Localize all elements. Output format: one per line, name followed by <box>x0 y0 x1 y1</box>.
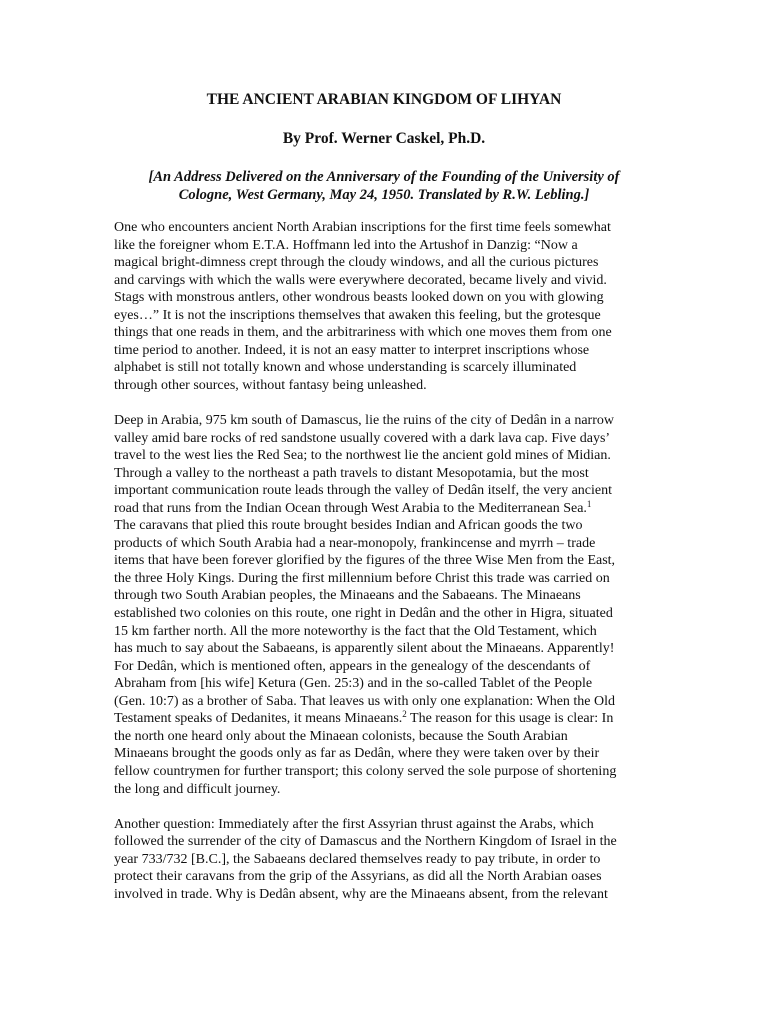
text-line: products of which South Arabia had a near-monopoly, frankincense and myrrh – trade <box>114 535 596 551</box>
text-line: the long and difficult journey. <box>114 781 281 797</box>
text-line: established two colonies on this route, one right in Dedân and the other in Higra, situated <box>114 606 613 622</box>
text-segment: Testament speaks of Dedanites, it means Minaeans. <box>114 711 403 727</box>
text-line: like the foreigner whom E.T.A. Hoffmann led into the Artushof in Danzig: “Now a <box>114 237 578 253</box>
text-line: items that have been forever glorified by the figures of the three Wise Men from the East, <box>114 553 616 569</box>
text-line: eyes…” It is not the inscriptions themselves that awaken this feeling, but the grotesque <box>114 307 601 323</box>
document-subtitle <box>130 168 638 204</box>
text-line: time period to another. Indeed, it is not an easy matter to interpret inscriptions whose <box>114 342 590 358</box>
text-line: things that one reads in them, and the arbitrariness with which one moves them from one <box>114 325 612 341</box>
text-line: One who encounters ancient North Arabian inscriptions for the first time feels somewhat <box>114 220 611 235</box>
document-title: THE ANCIENT ARABIAN KINGDOM OF LIHYAN <box>206 91 562 108</box>
text-line: year 733/732 [B.C.], the Sabaeans declared themselves ready to pay tribute, in order to <box>114 851 601 867</box>
text-segment: The reason for this usage is clear: In <box>406 711 614 727</box>
text-line: the three Holy Kings. During the first millennium before Christ this trade was carried on <box>114 570 610 586</box>
footnote-marker[interactable]: 2 <box>402 709 407 720</box>
text-line: fellow countrymen for further transport; this colony served the sole purpose of shortening <box>114 763 617 779</box>
paragraph <box>114 816 662 904</box>
text-line: Minaeans brought the goods only as far as Dedân, where they were taken over by their <box>114 746 600 762</box>
text-line: 15 km farther north. All the more noteworthy is the fact that the Old Testament, which <box>114 623 597 639</box>
text-line: followed the surrender of the city of Damascus and the Northern Kingdom of Israel in the <box>114 834 617 850</box>
text-line: magical bright-dimness crept through the cloudy windows, and all the curious pictures <box>114 255 599 271</box>
paragraph-spacer <box>114 798 662 816</box>
subtitle-line: Cologne, West Germany, May 24, 1950. Translated by R.W. Lebling.] <box>178 187 590 203</box>
text-line-with-footnote <box>114 500 662 518</box>
text-line-with-footnote <box>114 710 662 728</box>
text-line: valley amid bare rocks of red sandstone usually covered with a dark lava cap. Five days’ <box>114 430 611 446</box>
text-line: (Gen. 10:7) as a brother of Saba. That leaves us with only one explanation: When the Old <box>114 693 616 709</box>
paragraph-spacer <box>114 394 662 412</box>
text-line: Stags with monstrous antlers, other wondrous beasts looked down on you with glowing <box>114 290 604 306</box>
paragraph <box>114 412 662 798</box>
text-line: and carvings with which the walls were everywhere decorated, became lively and vivid. <box>114 272 607 288</box>
text-line: Abraham from [his wife] Ketura (Gen. 25:3) and in the so-called Tablet of the People <box>114 676 593 692</box>
text-line: involved in trade. Why is Dedân absent, why are the Minaeans absent, from the relevant <box>114 886 608 902</box>
text-line: The caravans that plied this route brought besides Indian and African goods the two <box>114 518 583 534</box>
text-line: travel to the west lies the Red Sea; to the northwest lie the ancient gold mines of Midian. <box>114 448 611 464</box>
text-line: through other sources, without fantasy being unleashed. <box>114 377 427 393</box>
text-line: important communication route leads through the valley of Dedân itself, the very ancient <box>114 483 613 499</box>
footnote-marker[interactable]: 1 <box>586 498 592 509</box>
text-line: the north one heard only about the Minaean colonists, because the South Arabian <box>114 728 568 744</box>
text-line: alphabet is still not totally known and whose understanding is scarcely illuminated <box>114 360 577 376</box>
text-line: Through a valley to the northeast a path travels to distant Mesopotamia, but the most <box>114 465 589 481</box>
text-line: For Dedân, which is mentioned often, appears in the genealogy of the descendants of <box>114 658 591 674</box>
text-line: protect their caravans from the grip of the Assyrians, as did all the North Arabian oases <box>114 869 602 885</box>
text-line: Another question: Immediately after the first Assyrian thrust against the Arabs, which <box>114 816 594 832</box>
document-body <box>114 219 662 903</box>
text-line: through two South Arabian peoples, the Minaeans and the Sabaeans. The Minaeans <box>114 588 581 604</box>
subtitle-line: [An Address Delivered on the Anniversary of the Founding of the University of <box>148 169 620 185</box>
text-line: has much to say about the Sabaeans, is apparently silent about the Minaeans. Apparently! <box>114 641 615 657</box>
paragraph <box>114 219 662 394</box>
author-byline: By Prof. Werner Caskel, Ph.D. <box>282 130 486 147</box>
text-segment: road that runs from the Indian Ocean through West Arabia to the Mediterranean Sea. <box>114 500 587 516</box>
text-line: Deep in Arabia, 975 km south of Damascus, lie the ruins of the city of Dedân in a narrow <box>114 413 614 429</box>
